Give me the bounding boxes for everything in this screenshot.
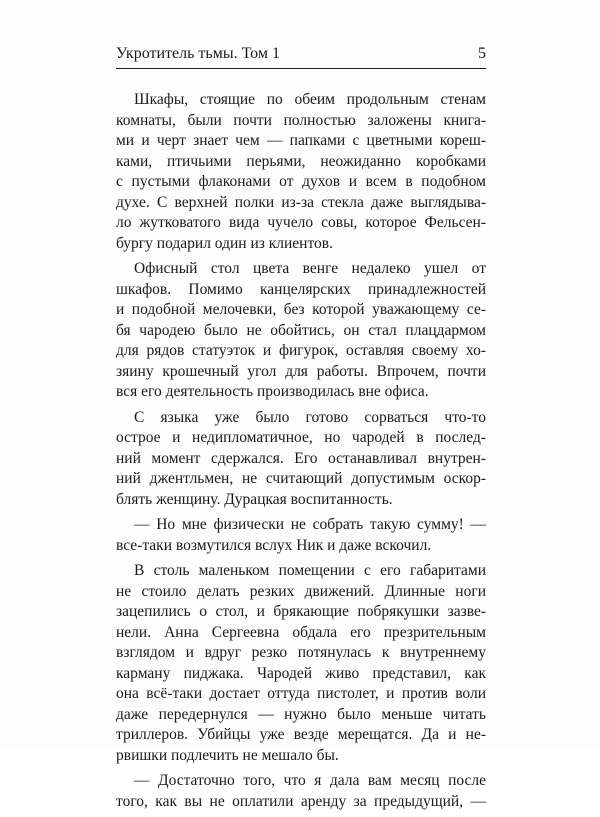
text-line: С языка уже было готово сорваться что-то	[134, 408, 486, 426]
text-line: ло жутковатого вида чучело совы, которое Фельсен-	[116, 214, 486, 231]
text-line: триллеров. Убийцы уже везде мерещатся. Да и не-	[116, 726, 486, 743]
text-line: она всё-таки достает оттуда пистолет, и против воли	[116, 685, 486, 702]
text-line: не стоило делать резких движений. Длинные ноги	[116, 582, 486, 600]
text-line: ми и черт знает чем — папками с цветными кореш-	[116, 132, 486, 149]
text-line: острое и недипломатичное, но чародей в послед-	[116, 429, 486, 446]
text-line: комнаты, были почти полностью заложены книга-	[116, 111, 486, 129]
text-line: духе. С верхней полки из-за стекла даже выглядыва-	[116, 193, 486, 211]
text-line: нели. Анна Сергеевна обдала его презрительным	[116, 623, 486, 641]
paragraph	[116, 259, 486, 403]
running-header	[116, 44, 486, 69]
text-line: бя чародею было не обойтись, он стал плацдармом	[116, 321, 486, 339]
text-line: того, как вы не оплатили аренду за предыдущий, —	[116, 792, 486, 810]
text-line: взглядом и вдруг резко потянулась к внутреннему	[116, 644, 486, 661]
text-line: — Достаточно того, что я дала вам месяц после	[134, 772, 486, 789]
body-text	[116, 90, 486, 817]
book-title: Укротитель тьмы. Том 1	[116, 45, 280, 62]
text-line: зяину крошечный угол для работы. Впрочем, почти	[116, 362, 486, 380]
text-line: ками, птичьими перьями, неожиданно коробками	[116, 152, 486, 170]
paragraph	[116, 771, 486, 812]
text-line: шкафов. Помимо канцелярских принадлежностей	[116, 280, 486, 298]
paragraph	[116, 408, 486, 511]
text-line: Шкафы, стоящие по обеим продольным стенам	[134, 91, 486, 108]
text-line: блять женщину. Дурацкая воспитанность.	[116, 490, 393, 508]
paragraph	[116, 515, 486, 556]
text-line: и подобной мелочевки, без которой уважающему се-	[116, 301, 486, 318]
paragraph	[116, 561, 486, 766]
page-number: 5	[478, 45, 486, 62]
text-line: все-таки возмутился вслух Ник и даже вскочил.	[116, 536, 432, 554]
text-line: для рядов статуэток и фигурок, оставляя своему хо-	[116, 342, 486, 359]
text-line: — Но мне физически не собрать такую сумму! —	[134, 516, 486, 533]
text-line: бургу подарил один из клиентов.	[116, 234, 333, 252]
text-line: рвишки подлечить не мешало бы.	[116, 746, 339, 764]
text-line: ний момент сдержался. Его останавливал внутрен-	[116, 449, 486, 467]
text-line: с пустыми флаконами от духов и всем в подобном	[116, 173, 486, 190]
paragraph	[116, 90, 486, 254]
text-line: ний джентльмен, не считающий допустимым оскор-	[116, 470, 486, 487]
text-line: Офисный стол цвета венге недалеко ушел от	[134, 260, 486, 277]
text-line: зацепились о стол, и брякающие побрякушки зазве-	[116, 603, 486, 620]
text-line: даже передернулся — нужно было меньше читать	[116, 705, 486, 723]
text-line: вся его деятельность производилась вне офиса.	[116, 383, 429, 400]
text-line: карману пиджака. Чародей живо представил, как	[116, 664, 486, 682]
text-line: В столь маленьком помещении с его габаритами	[134, 562, 486, 579]
